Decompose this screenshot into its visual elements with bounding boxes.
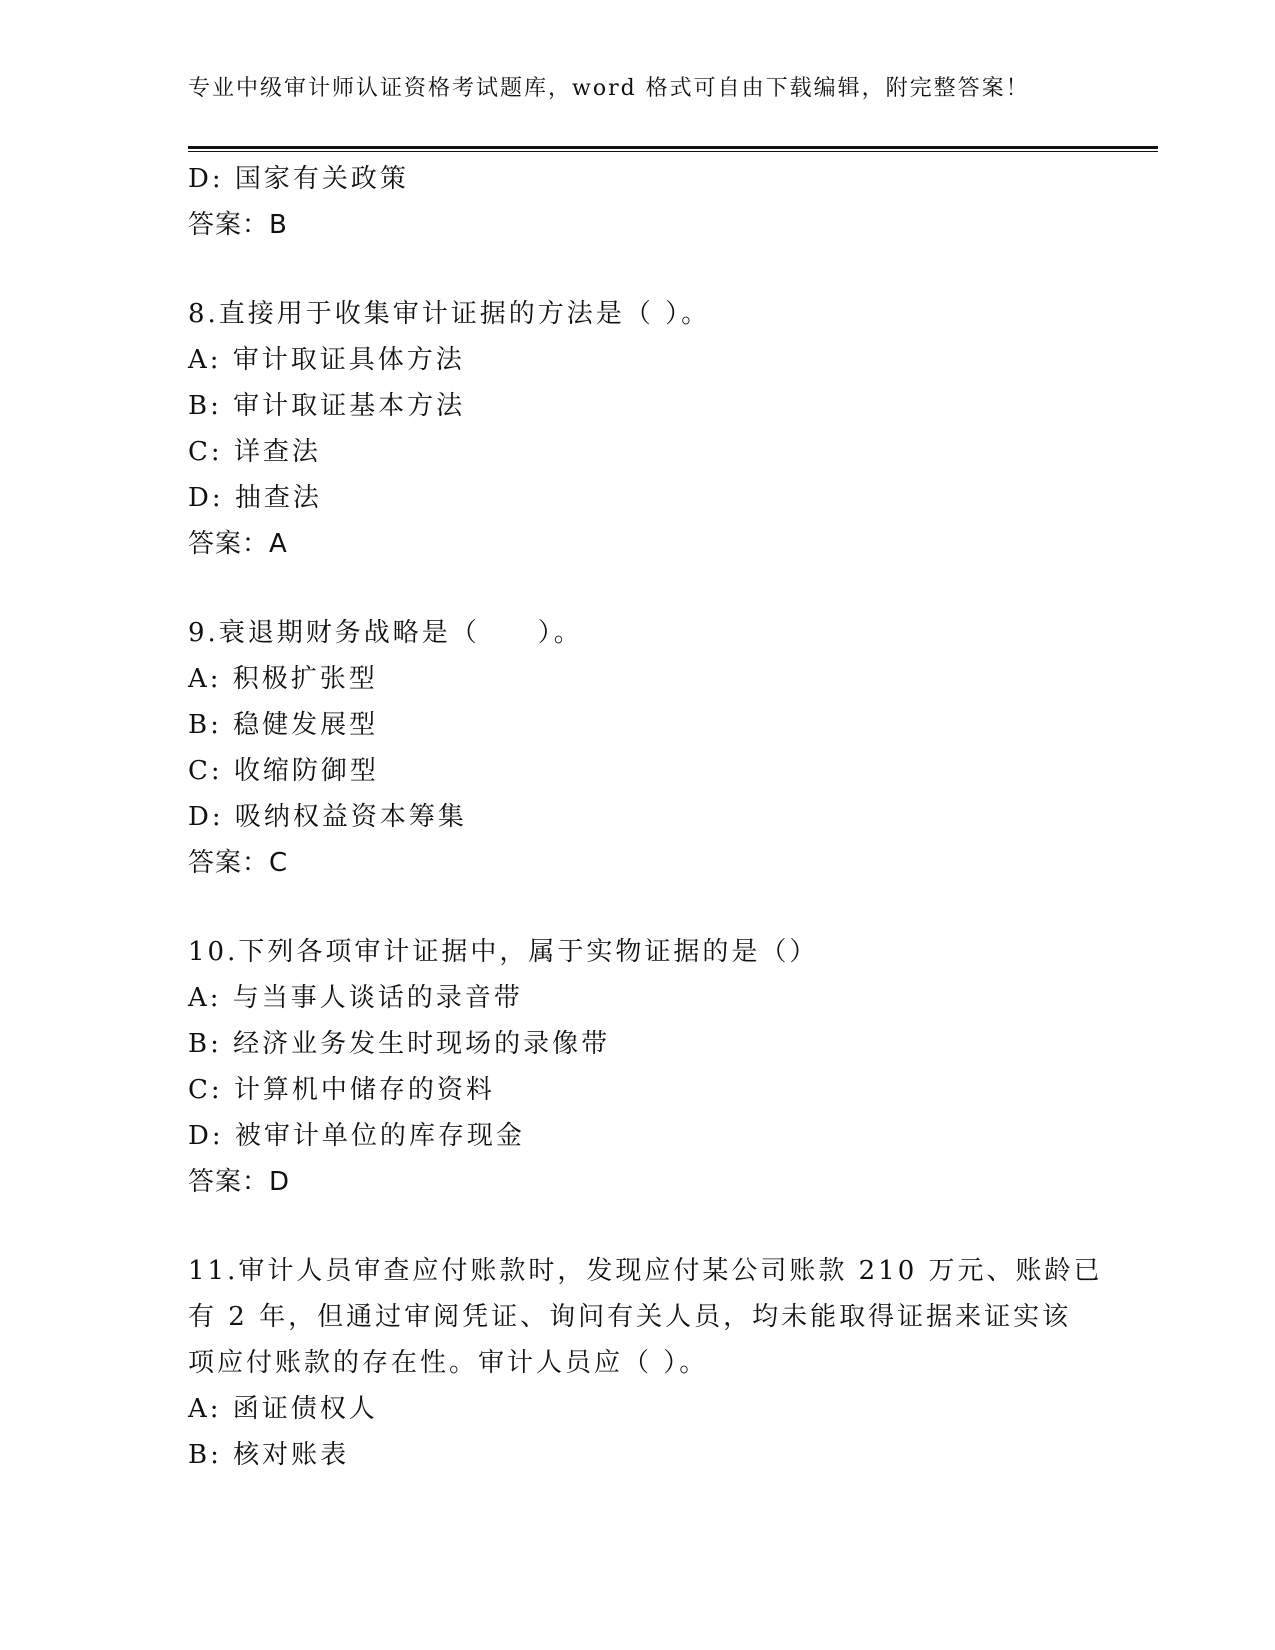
answer-line: 答案：D xyxy=(188,1167,291,1197)
document-body xyxy=(188,156,1103,1478)
question-stem: 9.衰退期财务战略是（ ）。 xyxy=(188,618,583,648)
option-c: C: 收缩防御型 xyxy=(188,756,379,786)
option-b: B: 审计取证基本方法 xyxy=(188,391,466,421)
option-a: A: 与当事人谈话的录音带 xyxy=(188,983,523,1013)
header-divider xyxy=(188,146,1158,152)
option-d: D: 国家有关政策 xyxy=(188,164,409,194)
question-stem-line-2: 有 2 年，但通过审阅凭证、询问有关人员，均未能取得证据来证实该 xyxy=(188,1302,1072,1332)
question-stem-line-3: 项应付账款的存在性。审计人员应（ ）。 xyxy=(188,1348,709,1378)
question-9 xyxy=(188,610,1088,886)
answer-line: 答案：A xyxy=(188,529,288,559)
question-stem: 8.直接用于收集审计证据的方法是（ ）。 xyxy=(188,299,711,329)
page-header: 专业中级审计师认证资格考试题库，word 格式可自由下载编辑，附完整答案！ xyxy=(188,76,1030,101)
spacer xyxy=(188,886,1088,929)
option-a: A: 积极扩张型 xyxy=(188,664,378,694)
option-d: D: 被审计单位的库存现金 xyxy=(188,1121,525,1151)
option-c: C: 详查法 xyxy=(188,437,321,467)
spacer xyxy=(188,248,1088,291)
spacer xyxy=(188,1205,1088,1248)
question-stem: 10.下列各项审计证据中，属于实物证据的是（） xyxy=(188,937,819,967)
option-c: C: 计算机中储存的资料 xyxy=(188,1075,495,1105)
answer-line: 答案：B xyxy=(188,210,288,240)
spacer xyxy=(188,567,1088,610)
question-10 xyxy=(188,929,1088,1205)
option-d: D: 抽查法 xyxy=(188,483,322,513)
question-stem-line-1: 11.审计人员审查应付账款时，发现应付某公司账款 210 万元、账龄已 xyxy=(188,1256,1103,1286)
option-d: D: 吸纳权益资本筹集 xyxy=(188,802,467,832)
option-b: B: 稳健发展型 xyxy=(188,710,379,740)
question-11 xyxy=(188,1248,1103,1478)
question-8 xyxy=(188,291,1088,567)
option-b: B: 经济业务发生时现场的录像带 xyxy=(188,1029,611,1059)
option-b: B: 核对账表 xyxy=(188,1440,350,1470)
option-a: A: 审计取证具体方法 xyxy=(188,345,465,375)
carryover-block xyxy=(188,156,1088,248)
option-a: A: 函证债权人 xyxy=(188,1394,378,1424)
answer-line: 答案：C xyxy=(188,848,289,878)
